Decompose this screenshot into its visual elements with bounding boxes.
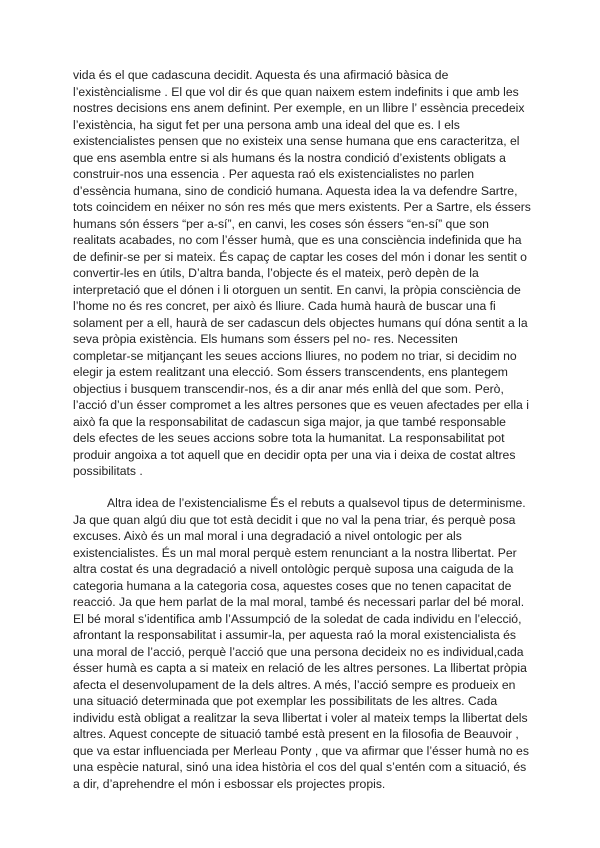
text-line: l’acció d’un ésser compromet a les altres persones que es veuen afectades per ella i: [73, 398, 529, 412]
text-line: l’home no és res concret, per això és lliure. Cada humà haurà de buscar una fi: [73, 299, 496, 313]
text-line: completar-se mitjançant les seues accions lliures, no podem no triar, si decidim no: [73, 348, 517, 363]
text-line: solament per a ell, haurà de ser cadascun dels objectes humans quí dóna sentit a la: [73, 315, 528, 330]
text-line: existencialistes. És un mal moral perquè estem renunciant a la nostra llibertat. Per: [73, 545, 517, 560]
text-line: seva pròpia existència. Els humans som éssers pel no- res. Necessiten: [73, 332, 458, 346]
text-line: elegir ja estem realitzant una elecció. Som éssers transcendents, ens plantegem: [73, 365, 508, 379]
text-line: afrontant la responsabilitat i assumir-la, per aquesta raó la moral existencialista és: [73, 628, 517, 642]
text-line: individu està obligat a realitzar la seva llibertat i voler al mateix temps la llibertat dels: [73, 710, 528, 725]
text-line: realitats acabades, no com l’ésser humà, que es una consciència indefinida que ha: [73, 233, 522, 247]
text-line: construir-nos una essencia . Per aquesta raó els existencialistes no parlen: [73, 167, 475, 181]
text-line: altra costat és una degradació a nivell ontològic perquè suposa una caiguda de la: [73, 562, 514, 576]
text-line: Ja que quan algú diu que tot està decidit i que no val la pena triar, és perquè posa: [73, 512, 516, 527]
text-line: objectius i busquem transcendir-nos, és a dir anar més enllà del que som. Però,: [73, 381, 504, 396]
text-line: una espècie natural, sinó una idea història el cos del qual s’entén com a situació, és: [73, 760, 527, 774]
text-line: que va estar influenciada per Merleau Ponty , que va afirmar que l’ésser humà no es: [73, 743, 529, 758]
text-line: afecta el desenvolupament de la dels altres. A més, l’acció sempre es produeix en: [73, 677, 516, 692]
text-line: Altra idea de l’existencialisme És el rebuts a qualsevol tipus de determinisme.: [107, 496, 526, 510]
text-line: ésser humà es capta a si mateix en relació de les altres persones. La llibertat pròpia: [73, 661, 527, 675]
text-line: tots coincidem en néixer no són res més que mers existents. Per a Sartre, els éssers: [73, 200, 531, 214]
text-line: produir angoixa a tot aquell que en decidir opta per una via i deixa de costat altres: [73, 447, 516, 462]
text-line: dels efectes de les seues accions sobre tota la humanitat. La responsabilitat pot: [73, 431, 505, 445]
paragraph-2: [73, 495, 533, 792]
text-line: convertir-les en útils, D’altra banda, l’objecte és el mateix, però depèn de la: [73, 266, 479, 280]
text-line: l’existèncialisme . El que vol dir és que quan naixem estem indefinits i que amb les: [73, 84, 519, 99]
text-line: això fa que la responsabilitat de cadascun siga major, ja que també responsable: [73, 414, 506, 429]
text-line: de definir-se per si mateix. És capaç de captar les coses del món i donar les sentit o: [73, 249, 527, 264]
text-line: humans són éssers “per a-sí”, en canvi, les coses són éssers “en-sí” que son: [73, 216, 489, 231]
text-line: a dir, d’aprehendre el món i esbossar els projectes propis.: [73, 776, 386, 791]
text-line: excuses. Això és un mal moral i una degradació a nivel ontologic per als: [73, 529, 462, 543]
text-line: l’existència, ha sigut fet per una persona amb una ideal del que es. I els: [73, 117, 460, 132]
text-line: interpretació que el dónen i li otorguen un sentit. En canvi, la pròpia consciència de: [73, 282, 521, 297]
text-line: una moral de l’acció, perquè l’acció que una persona decideix no es individual,cada: [73, 644, 524, 659]
text-line: altres. Aquest concepte de situació també està present en la filosofia de Beauvoir ,: [73, 727, 519, 741]
text-line: nostres decisions ens anem definint. Per exemple, en un llibre l’ essència precedeix: [73, 101, 525, 115]
paragraph-1: [73, 67, 533, 480]
text-line: que ens asembla entre si als humans és la nostra condició d’existents obligats a: [73, 150, 506, 165]
text-line: vida és el que cadascuna decidit. Aquesta és una afirmació bàsica de: [73, 68, 449, 82]
text-line: una situació determinada que pot exemplar les possibilitats de les altres. Cada: [73, 694, 498, 708]
text-line: possibilitats .: [73, 464, 143, 478]
text-line: existencialistes pensen que no existeix una sense humana que ens caracteritza, el: [73, 134, 520, 148]
text-line: d’essència humana, sino de condició humana. Aquesta idea la va defendre Sartre,: [73, 183, 518, 198]
text-line: categoria humana a la categoria cosa, aquestes coses que no tenen capacitat de: [73, 578, 512, 593]
text-line: reacció. Ja que hem parlat de la mal moral, també és necessari parlar del bé moral.: [73, 595, 525, 609]
text-line: El bé moral s’identifica amb l’Assumpció de la soledat de cada individu en l’elecció,: [73, 611, 522, 626]
